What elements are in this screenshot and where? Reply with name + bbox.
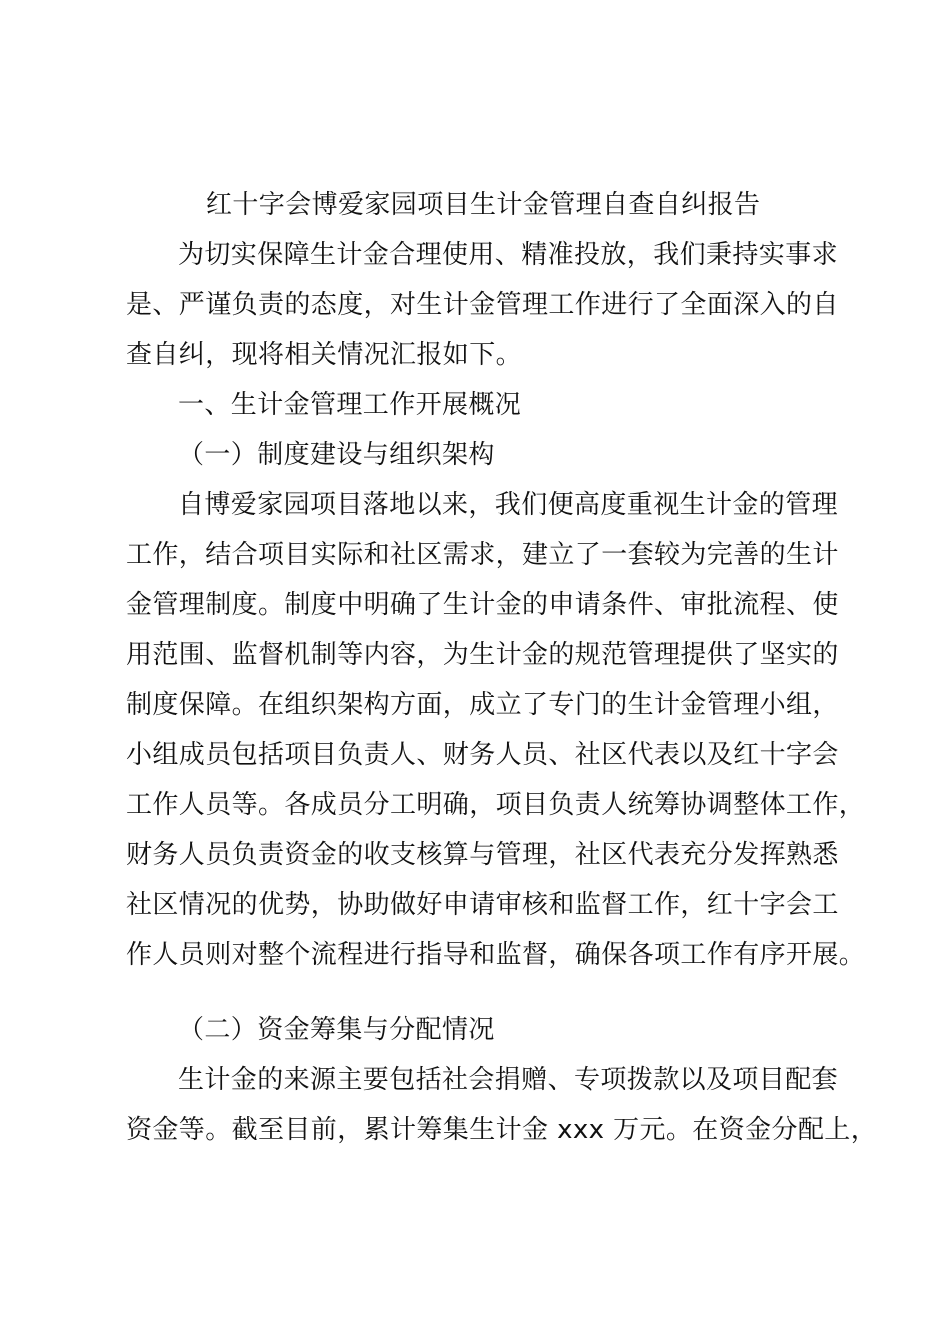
paragraph-line: 金管理制度。制度中明确了生计金的申请条件、审批流程、使 [126, 590, 839, 620]
paragraph-line: 工作人员等。各成员分工明确，项目负责人统筹协调整体工作， [126, 790, 866, 820]
paragraph-line: 作人员则对整个流程进行指导和监督，确保各项工作有序开展。 [126, 940, 866, 970]
paragraph-line: 财务人员负责资金的收支核算与管理，社区代表充分发挥熟悉 [126, 840, 839, 870]
paragraph-line: 资金等。截至目前，累计筹集生计金 xxx 万元。在资金分配上， [126, 1115, 878, 1145]
paragraph-line: 工作，结合项目实际和社区需求，建立了一套较为完善的生计 [126, 540, 839, 570]
paragraph-line: 小组成员包括项目负责人、财务人员、社区代表以及红十字会 [126, 740, 839, 770]
paragraph-line: 社区情况的优势，协助做好申请审核和监督工作，红十字会工 [126, 890, 839, 920]
subsection-heading: （一）制度建设与组织架构 [178, 440, 495, 470]
document-title: 红十字会博爱家园项目生计金管理自查自纠报告 [206, 190, 761, 220]
paragraph-line: 制度保障。在组织架构方面，成立了专门的生计金管理小组， [126, 690, 839, 720]
subsection-heading: （二）资金筹集与分配情况 [178, 1015, 495, 1045]
section-heading: 一、生计金管理工作开展概况 [178, 390, 522, 420]
paragraph-line: 用范围、监督机制等内容，为生计金的规范管理提供了坚实的 [126, 640, 839, 670]
paragraph-line: 是、严谨负责的态度，对生计金管理工作进行了全面深入的自 [126, 290, 839, 320]
paragraph-line: 为切实保障生计金合理使用、精准投放，我们秉持实事求 [178, 240, 839, 270]
paragraph-line: 生计金的来源主要包括社会捐赠、专项拨款以及项目配套 [178, 1065, 839, 1095]
paragraph-line: 自博爱家园项目落地以来，我们便高度重视生计金的管理 [178, 490, 839, 520]
paragraph-line: 查自纠，现将相关情况汇报如下。 [126, 340, 523, 370]
